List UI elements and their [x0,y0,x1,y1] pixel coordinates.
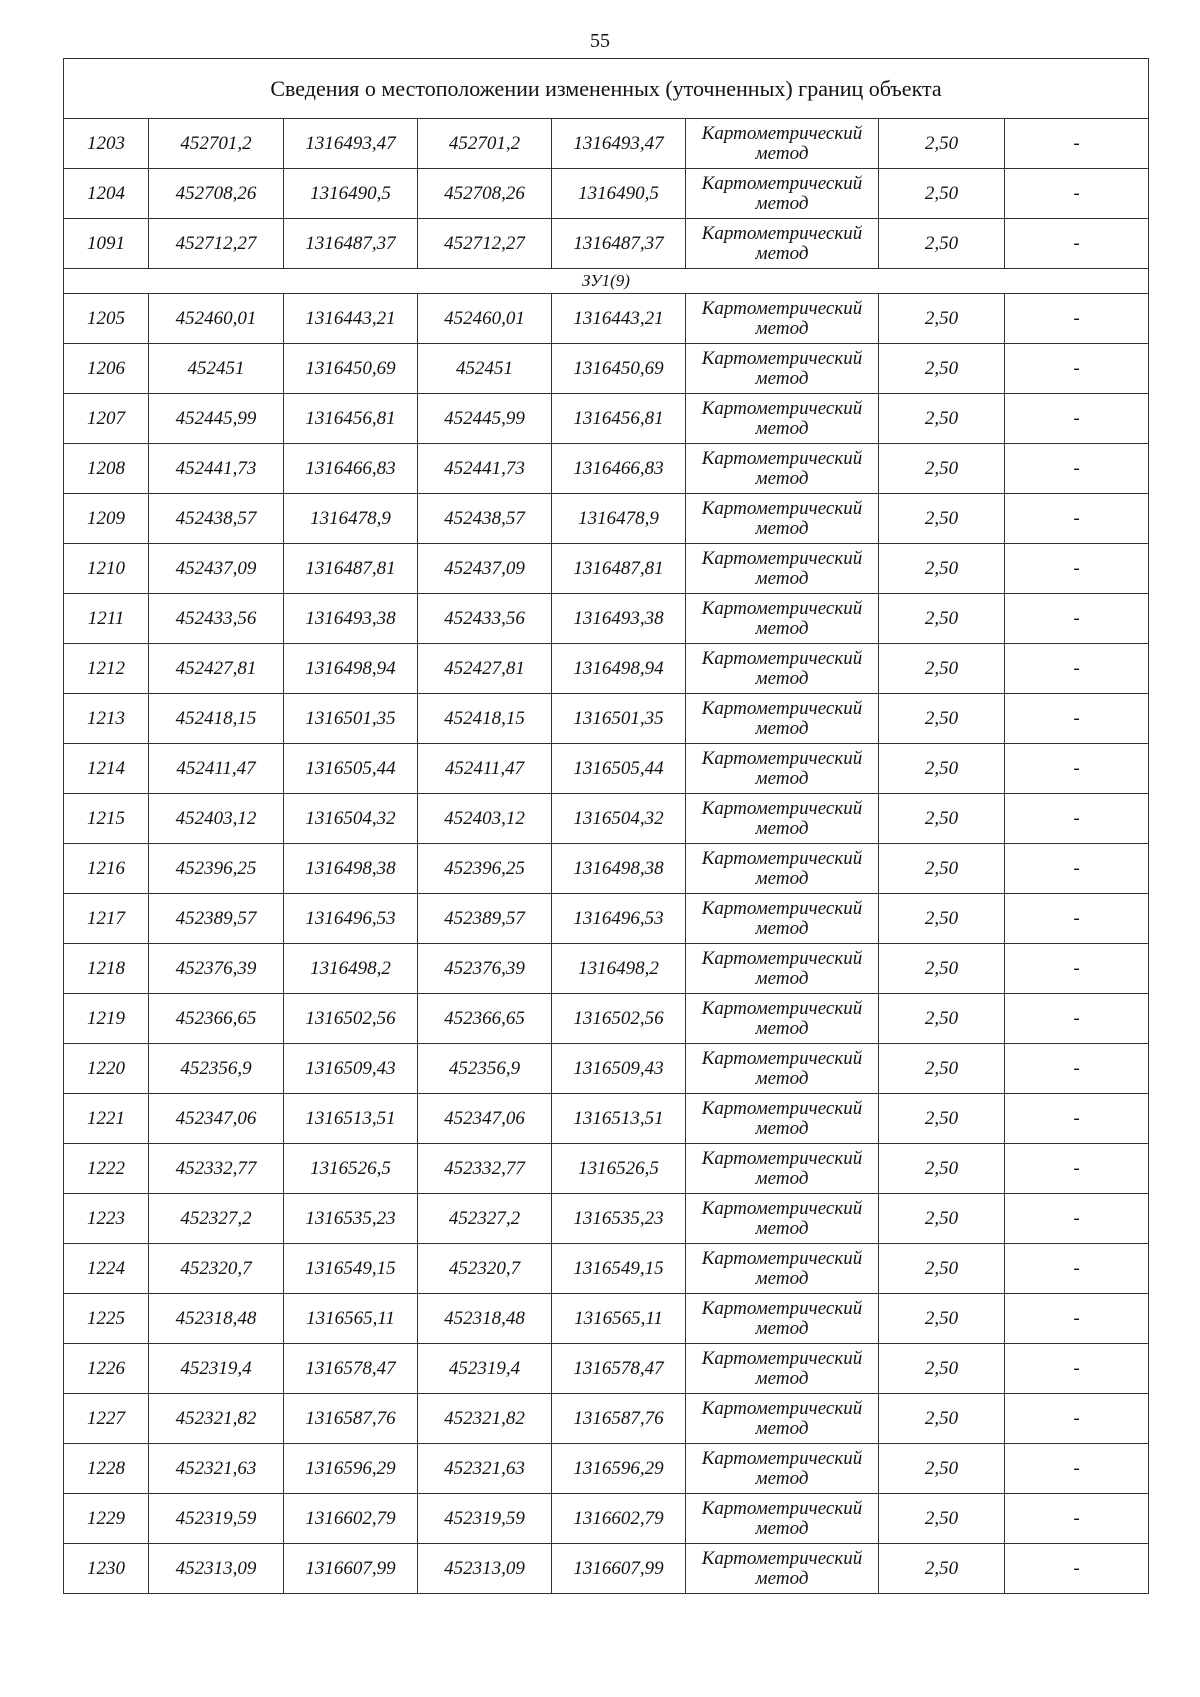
x-old-cell: 452445,99 [149,394,284,444]
note-cell: - [1005,119,1149,169]
x-new-cell: 452411,47 [418,744,552,794]
x-new-cell: 452318,48 [418,1294,552,1344]
y-new-cell: 1316487,37 [552,219,686,269]
method-cell: Картометрический метод [686,344,879,394]
note-cell: - [1005,294,1149,344]
y-old-cell: 1316490,5 [284,169,418,219]
point-number-cell: 1216 [64,844,149,894]
y-new-cell: 1316450,69 [552,344,686,394]
y-new-cell: 1316505,44 [552,744,686,794]
y-old-cell: 1316535,23 [284,1194,418,1244]
table-row [64,1294,1149,1344]
y-new-cell: 1316535,23 [552,1194,686,1244]
point-number-cell: 1219 [64,994,149,1044]
accuracy-cell: 2,50 [879,1444,1005,1494]
accuracy-cell: 2,50 [879,644,1005,694]
table-row [64,1494,1149,1544]
method-cell: Картометрический метод [686,594,879,644]
y-new-cell: 1316596,29 [552,1444,686,1494]
note-cell: - [1005,1194,1149,1244]
point-number-cell: 1224 [64,1244,149,1294]
x-old-cell: 452321,63 [149,1444,284,1494]
table-row [64,294,1149,344]
accuracy-cell: 2,50 [879,1294,1005,1344]
accuracy-cell: 2,50 [879,544,1005,594]
x-old-cell: 452438,57 [149,494,284,544]
table-row [64,544,1149,594]
x-old-cell: 452441,73 [149,444,284,494]
y-old-cell: 1316565,11 [284,1294,418,1344]
x-new-cell: 452438,57 [418,494,552,544]
note-cell: - [1005,1244,1149,1294]
table-row [64,444,1149,494]
table-row [64,1344,1149,1394]
y-new-cell: 1316509,43 [552,1044,686,1094]
x-new-cell: 452427,81 [418,644,552,694]
y-new-cell: 1316513,51 [552,1094,686,1144]
accuracy-cell: 2,50 [879,744,1005,794]
table-row [64,994,1149,1044]
method-cell: Картометрический метод [686,1444,879,1494]
table-row [64,494,1149,544]
x-new-cell: 452445,99 [418,394,552,444]
table-row [64,1444,1149,1494]
y-new-cell: 1316502,56 [552,994,686,1044]
point-number-cell: 1220 [64,1044,149,1094]
accuracy-cell: 2,50 [879,1244,1005,1294]
x-old-cell: 452418,15 [149,694,284,744]
point-number-cell: 1229 [64,1494,149,1544]
point-number-cell: 1215 [64,794,149,844]
y-new-cell: 1316565,11 [552,1294,686,1344]
section-label: ЗУ1(9) [64,269,1149,294]
method-cell: Картометрический метод [686,494,879,544]
y-new-cell: 1316578,47 [552,1344,686,1394]
table-row [64,1044,1149,1094]
y-new-cell: 1316456,81 [552,394,686,444]
point-number-cell: 1211 [64,594,149,644]
table-row [64,694,1149,744]
y-old-cell: 1316596,29 [284,1444,418,1494]
accuracy-cell: 2,50 [879,494,1005,544]
accuracy-cell: 2,50 [879,894,1005,944]
note-cell: - [1005,994,1149,1044]
method-cell: Картометрический метод [686,1394,879,1444]
accuracy-cell: 2,50 [879,1144,1005,1194]
x-old-cell: 452712,27 [149,219,284,269]
x-old-cell: 452701,2 [149,119,284,169]
x-new-cell: 452396,25 [418,844,552,894]
method-cell: Картометрический метод [686,1494,879,1544]
note-cell: - [1005,644,1149,694]
x-new-cell: 452332,77 [418,1144,552,1194]
table-row [64,1544,1149,1594]
x-new-cell: 452321,63 [418,1444,552,1494]
table-row [64,394,1149,444]
table-row [64,1094,1149,1144]
method-cell: Картометрический метод [686,544,879,594]
x-new-cell: 452403,12 [418,794,552,844]
point-number-cell: 1209 [64,494,149,544]
title-row [64,59,1149,119]
note-cell: - [1005,1444,1149,1494]
table-row [64,1194,1149,1244]
point-number-cell: 1226 [64,1344,149,1394]
table-row [64,794,1149,844]
y-old-cell: 1316578,47 [284,1344,418,1394]
accuracy-cell: 2,50 [879,344,1005,394]
table-row [64,744,1149,794]
method-cell: Картометрический метод [686,1144,879,1194]
y-old-cell: 1316487,81 [284,544,418,594]
note-cell: - [1005,1494,1149,1544]
x-new-cell: 452321,82 [418,1394,552,1444]
note-cell: - [1005,894,1149,944]
x-new-cell: 452389,57 [418,894,552,944]
x-old-cell: 452708,26 [149,169,284,219]
point-number-cell: 1208 [64,444,149,494]
y-new-cell: 1316478,9 [552,494,686,544]
y-new-cell: 1316526,5 [552,1144,686,1194]
y-new-cell: 1316501,35 [552,694,686,744]
table-row [64,169,1149,219]
point-number-cell: 1218 [64,944,149,994]
note-cell: - [1005,219,1149,269]
accuracy-cell: 2,50 [879,394,1005,444]
y-old-cell: 1316456,81 [284,394,418,444]
y-old-cell: 1316498,94 [284,644,418,694]
y-old-cell: 1316450,69 [284,344,418,394]
y-new-cell: 1316602,79 [552,1494,686,1544]
method-cell: Картометрический метод [686,1094,879,1144]
method-cell: Картометрический метод [686,1244,879,1294]
note-cell: - [1005,394,1149,444]
method-cell: Картометрический метод [686,694,879,744]
method-cell: Картометрический метод [686,169,879,219]
point-number-cell: 1205 [64,294,149,344]
x-old-cell: 452427,81 [149,644,284,694]
x-new-cell: 452708,26 [418,169,552,219]
note-cell: - [1005,944,1149,994]
accuracy-cell: 2,50 [879,169,1005,219]
point-number-cell: 1227 [64,1394,149,1444]
point-number-cell: 1217 [64,894,149,944]
accuracy-cell: 2,50 [879,844,1005,894]
table-row [64,844,1149,894]
y-old-cell: 1316443,21 [284,294,418,344]
note-cell: - [1005,1044,1149,1094]
y-old-cell: 1316496,53 [284,894,418,944]
point-number-cell: 1222 [64,1144,149,1194]
method-cell: Картометрический метод [686,394,879,444]
x-new-cell: 452356,9 [418,1044,552,1094]
x-new-cell: 452441,73 [418,444,552,494]
x-new-cell: 452460,01 [418,294,552,344]
table-row [64,1394,1149,1444]
x-old-cell: 452313,09 [149,1544,284,1594]
x-new-cell: 452347,06 [418,1094,552,1144]
table-row [64,219,1149,269]
table-row [64,644,1149,694]
x-old-cell: 452318,48 [149,1294,284,1344]
method-cell: Картометрический метод [686,1544,879,1594]
note-cell: - [1005,494,1149,544]
method-cell: Картометрический метод [686,644,879,694]
coordinates-table [63,58,1149,1594]
x-old-cell: 452460,01 [149,294,284,344]
accuracy-cell: 2,50 [879,944,1005,994]
accuracy-cell: 2,50 [879,1044,1005,1094]
point-number-cell: 1223 [64,1194,149,1244]
accuracy-cell: 2,50 [879,1344,1005,1394]
x-new-cell: 452319,59 [418,1494,552,1544]
y-old-cell: 1316498,38 [284,844,418,894]
note-cell: - [1005,444,1149,494]
method-cell: Картометрический метод [686,744,879,794]
accuracy-cell: 2,50 [879,594,1005,644]
y-new-cell: 1316504,32 [552,794,686,844]
table-row [64,594,1149,644]
accuracy-cell: 2,50 [879,1194,1005,1244]
method-cell: Картометрический метод [686,1294,879,1344]
x-new-cell: 452376,39 [418,944,552,994]
method-cell: Картометрический метод [686,444,879,494]
x-old-cell: 452319,59 [149,1494,284,1544]
method-cell: Картометрический метод [686,219,879,269]
x-old-cell: 452366,65 [149,994,284,1044]
x-old-cell: 452319,4 [149,1344,284,1394]
point-number-cell: 1228 [64,1444,149,1494]
note-cell: - [1005,544,1149,594]
method-cell: Картометрический метод [686,794,879,844]
x-old-cell: 452437,09 [149,544,284,594]
x-old-cell: 452347,06 [149,1094,284,1144]
y-old-cell: 1316602,79 [284,1494,418,1544]
method-cell: Картометрический метод [686,1344,879,1394]
accuracy-cell: 2,50 [879,1094,1005,1144]
accuracy-cell: 2,50 [879,1394,1005,1444]
y-new-cell: 1316587,76 [552,1394,686,1444]
note-cell: - [1005,169,1149,219]
point-number-cell: 1230 [64,1544,149,1594]
x-old-cell: 452356,9 [149,1044,284,1094]
y-new-cell: 1316493,47 [552,119,686,169]
method-cell: Картометрический метод [686,894,879,944]
note-cell: - [1005,1094,1149,1144]
x-old-cell: 452396,25 [149,844,284,894]
y-old-cell: 1316487,37 [284,219,418,269]
y-new-cell: 1316498,38 [552,844,686,894]
x-old-cell: 452327,2 [149,1194,284,1244]
method-cell: Картометрический метод [686,1044,879,1094]
table-row [64,119,1149,169]
accuracy-cell: 2,50 [879,444,1005,494]
table-title: Сведения о местоположении измененных (уточненных) границ объекта [64,59,1149,119]
x-old-cell: 452433,56 [149,594,284,644]
x-old-cell: 452403,12 [149,794,284,844]
accuracy-cell: 2,50 [879,1544,1005,1594]
x-new-cell: 452437,09 [418,544,552,594]
method-cell: Картометрический метод [686,294,879,344]
y-new-cell: 1316496,53 [552,894,686,944]
y-new-cell: 1316466,83 [552,444,686,494]
point-number-cell: 1207 [64,394,149,444]
note-cell: - [1005,344,1149,394]
table-row [64,894,1149,944]
note-cell: - [1005,1344,1149,1394]
accuracy-cell: 2,50 [879,994,1005,1044]
section-row [64,269,1149,294]
point-number-cell: 1214 [64,744,149,794]
y-old-cell: 1316549,15 [284,1244,418,1294]
x-new-cell: 452712,27 [418,219,552,269]
note-cell: - [1005,1144,1149,1194]
x-old-cell: 452321,82 [149,1394,284,1444]
y-old-cell: 1316526,5 [284,1144,418,1194]
accuracy-cell: 2,50 [879,694,1005,744]
y-old-cell: 1316466,83 [284,444,418,494]
y-old-cell: 1316587,76 [284,1394,418,1444]
method-cell: Картометрический метод [686,844,879,894]
x-new-cell: 452418,15 [418,694,552,744]
page-number: 55 [590,30,610,52]
x-old-cell: 452451 [149,344,284,394]
y-old-cell: 1316502,56 [284,994,418,1044]
method-cell: Картометрический метод [686,119,879,169]
point-number-cell: 1221 [64,1094,149,1144]
x-old-cell: 452389,57 [149,894,284,944]
accuracy-cell: 2,50 [879,1494,1005,1544]
note-cell: - [1005,594,1149,644]
point-number-cell: 1203 [64,119,149,169]
point-number-cell: 1091 [64,219,149,269]
note-cell: - [1005,1294,1149,1344]
x-old-cell: 452332,77 [149,1144,284,1194]
y-new-cell: 1316498,2 [552,944,686,994]
x-new-cell: 452319,4 [418,1344,552,1394]
x-new-cell: 452366,65 [418,994,552,1044]
x-new-cell: 452451 [418,344,552,394]
point-number-cell: 1204 [64,169,149,219]
x-new-cell: 452320,7 [418,1244,552,1294]
x-new-cell: 452327,2 [418,1194,552,1244]
note-cell: - [1005,844,1149,894]
x-old-cell: 452320,7 [149,1244,284,1294]
y-new-cell: 1316493,38 [552,594,686,644]
point-number-cell: 1212 [64,644,149,694]
x-old-cell: 452411,47 [149,744,284,794]
table-body [64,59,1149,1594]
y-new-cell: 1316549,15 [552,1244,686,1294]
y-old-cell: 1316501,35 [284,694,418,744]
note-cell: - [1005,694,1149,744]
table-row [64,944,1149,994]
note-cell: - [1005,744,1149,794]
y-old-cell: 1316513,51 [284,1094,418,1144]
x-old-cell: 452376,39 [149,944,284,994]
point-number-cell: 1206 [64,344,149,394]
y-old-cell: 1316498,2 [284,944,418,994]
method-cell: Картометрический метод [686,1194,879,1244]
note-cell: - [1005,794,1149,844]
y-new-cell: 1316487,81 [552,544,686,594]
y-old-cell: 1316493,38 [284,594,418,644]
y-old-cell: 1316505,44 [284,744,418,794]
table-row [64,1144,1149,1194]
x-new-cell: 452433,56 [418,594,552,644]
accuracy-cell: 2,50 [879,119,1005,169]
method-cell: Картометрический метод [686,994,879,1044]
table-row [64,1244,1149,1294]
y-new-cell: 1316607,99 [552,1544,686,1594]
point-number-cell: 1210 [64,544,149,594]
accuracy-cell: 2,50 [879,794,1005,844]
note-cell: - [1005,1544,1149,1594]
y-old-cell: 1316607,99 [284,1544,418,1594]
y-old-cell: 1316509,43 [284,1044,418,1094]
method-cell: Картометрический метод [686,944,879,994]
y-old-cell: 1316493,47 [284,119,418,169]
table-row [64,344,1149,394]
x-new-cell: 452701,2 [418,119,552,169]
point-number-cell: 1213 [64,694,149,744]
note-cell: - [1005,1394,1149,1444]
accuracy-cell: 2,50 [879,294,1005,344]
y-new-cell: 1316443,21 [552,294,686,344]
accuracy-cell: 2,50 [879,219,1005,269]
y-old-cell: 1316478,9 [284,494,418,544]
y-new-cell: 1316490,5 [552,169,686,219]
y-old-cell: 1316504,32 [284,794,418,844]
y-new-cell: 1316498,94 [552,644,686,694]
point-number-cell: 1225 [64,1294,149,1344]
x-new-cell: 452313,09 [418,1544,552,1594]
